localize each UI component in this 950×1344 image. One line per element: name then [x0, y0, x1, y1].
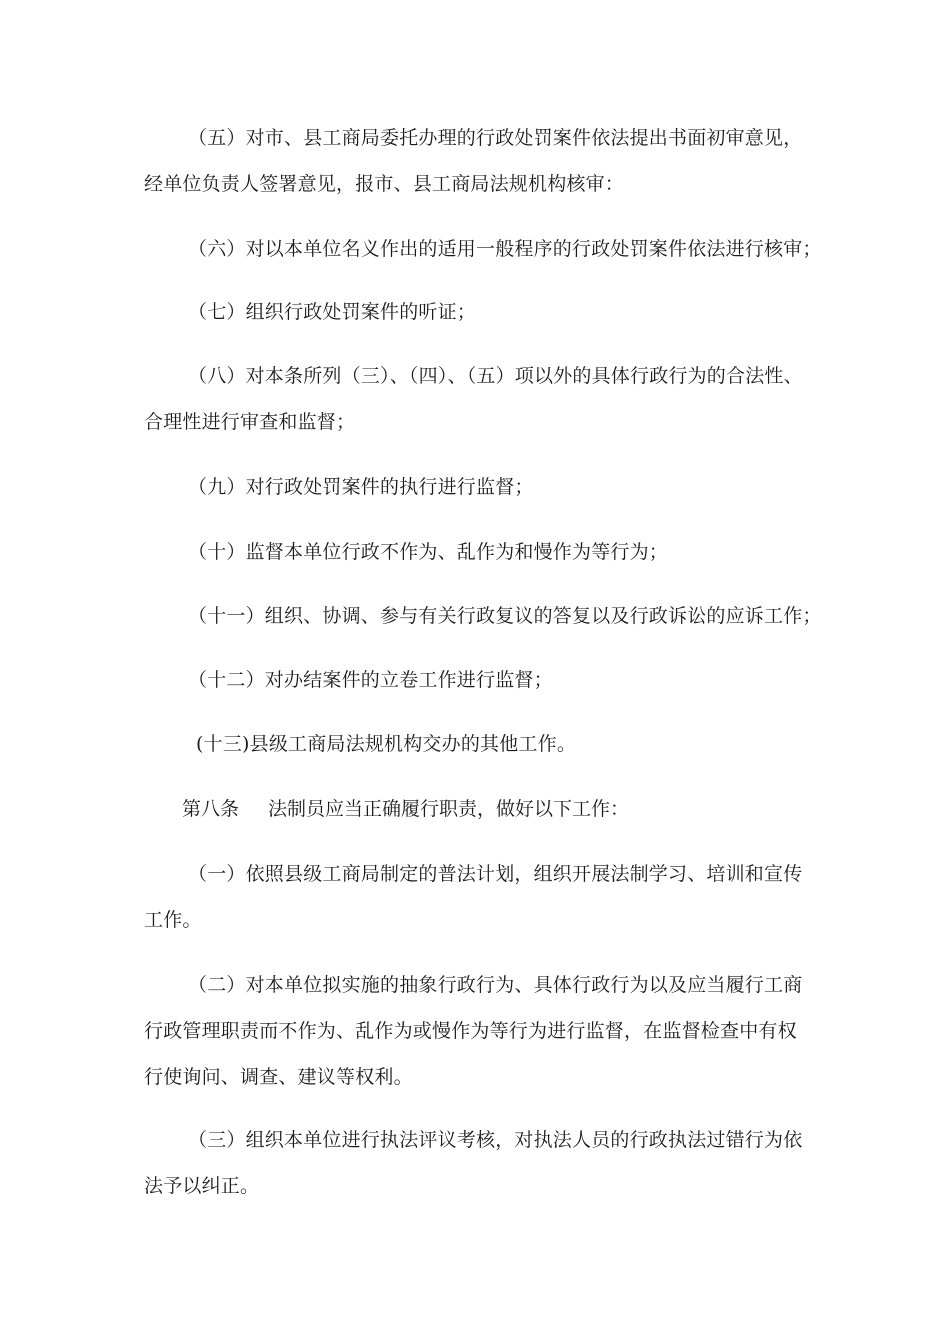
item-seven: （七）组织行政处罚案件的听证；: [188, 301, 477, 323]
article8-item-one: （一）依照县级工商局制定的普法计划，组织开展法制学习、培训和宣传工作。: [144, 863, 803, 931]
item-ten: （十）监督本单位行政不作为、乱作为和慢作为等行为；: [188, 541, 669, 563]
item-nine: （九）对行政处罚案件的执行进行监督；: [188, 476, 534, 498]
article-text: 法制员应当正确履行职责，做好以下工作：: [268, 798, 630, 820]
item-eight: （八）对本条所列（三）、（四）、（五）项以外的具体行政行为的合法性、合理性进行审查和监督；: [144, 365, 803, 433]
item-six: （六）对以本单位名义作出的适用一般程序的行政处罚案件依法进行核审；: [188, 238, 822, 260]
article-number: 第八条: [182, 798, 240, 820]
item-eleven: （十一）组织、协调、参与有关行政复议的答复以及行政诉讼的应诉工作；: [188, 605, 822, 627]
item-twelve: （十二）对办结案件的立卷工作进行监督；: [188, 669, 553, 691]
article8-item-two: （二）对本单位拟实施的抽象行政行为、具体行政行为以及应当履行工商行政管理职责而不作为、乱作为或慢作为等行为进行监督，在监督检查中有权行使询问、调查、建议等权利。: [144, 974, 803, 1088]
item-five: （五）对市、县工商局委托办理的行政处罚案件依法提出书面初审意见，经单位负责人签署意见，报市、县工商局法规机构核审：: [144, 127, 803, 195]
article-eight: [182, 786, 629, 832]
item-thirteen: (十三)县级工商局法规机构交办的其他工作。: [196, 733, 577, 755]
article8-item-three: （三）组织本单位进行执法评议考核，对执法人员的行政执法过错行为依法予以纠正。: [144, 1129, 803, 1197]
